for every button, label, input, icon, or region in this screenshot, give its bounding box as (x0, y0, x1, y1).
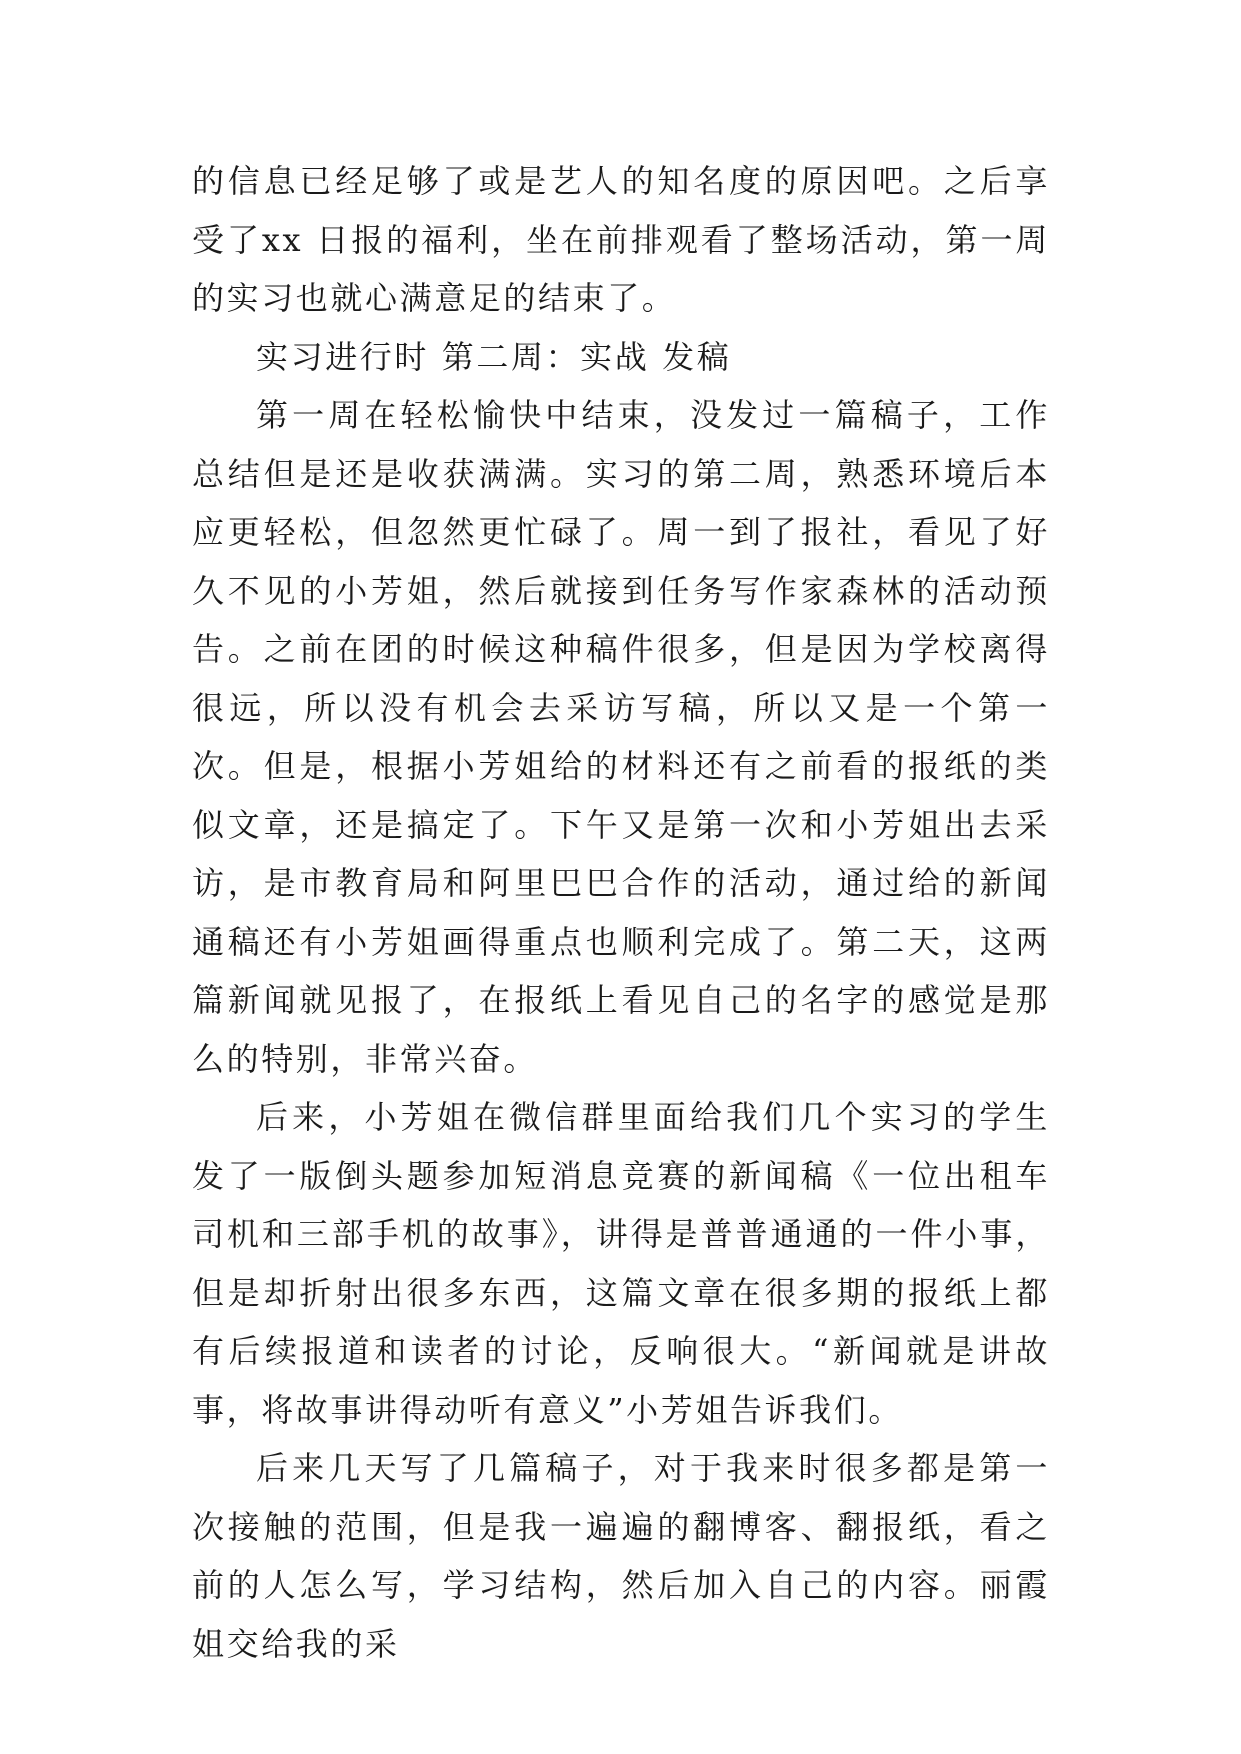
paragraph-continuation: 的信息已经足够了或是艺人的知名度的原因吧。之后享受了xx 日报的福利，坐在前排观看了整场活动，第一周的实习也就心满意足的结束了。 (192, 162, 1050, 317)
paragraph-week-two-summary: 第一周在轻松愉快中结束，没发过一篇稿子，工作总结但是还是收获满满。实习的第二周，熟悉环境后本应更轻松，但忽然更忙碌了。周一到了报社，看见了好久不见的小芳姐，然后就接到任务写作家森林的活动预告。之前在团的时候这种稿件很多，但是因为学校离得很远，所以没有机会去采访写稿，所以又是一个第一次。但是，根据小芳姐给的材料还有之前看的报纸的类似文章，还是搞定了。下午又是第一次和小芳姐出去采访，是市教育局和阿里巴巴合作的活动，通过给的新闻通稿还有小芳姐画得重点也顺利完成了。第二天，这两篇新闻就见报了，在报纸上看见自己的名字的感觉是那么的特别，非常兴奋。 (192, 396, 1050, 1078)
paragraph-writing-practice: 后来几天写了几篇稿子，对于我来时很多都是第一次接触的范围，但是我一遍遍的翻博客、翻报纸，看之前的人怎么写，学习结构，然后加入自己的内容。丽霞姐交给我的采 (192, 1449, 1050, 1663)
section-heading-week-two: 实习进行时 第二周：实战 发稿 (256, 337, 732, 376)
document-body (192, 152, 1050, 1673)
paragraph-news-story: 后来，小芳姐在微信群里面给我们几个实习的学生发了一版倒头题参加短消息竞赛的新闻稿《一位出租车司机和三部手机的故事》，讲得是普普通通的一件小事，但是却折射出很多东西，这篇文章在很多期的报纸上都有后续报道和读者的讨论，反响很大。“新闻就是讲故事，将故事讲得动听有意义”小芳姐告诉我们。 (192, 1098, 1050, 1429)
